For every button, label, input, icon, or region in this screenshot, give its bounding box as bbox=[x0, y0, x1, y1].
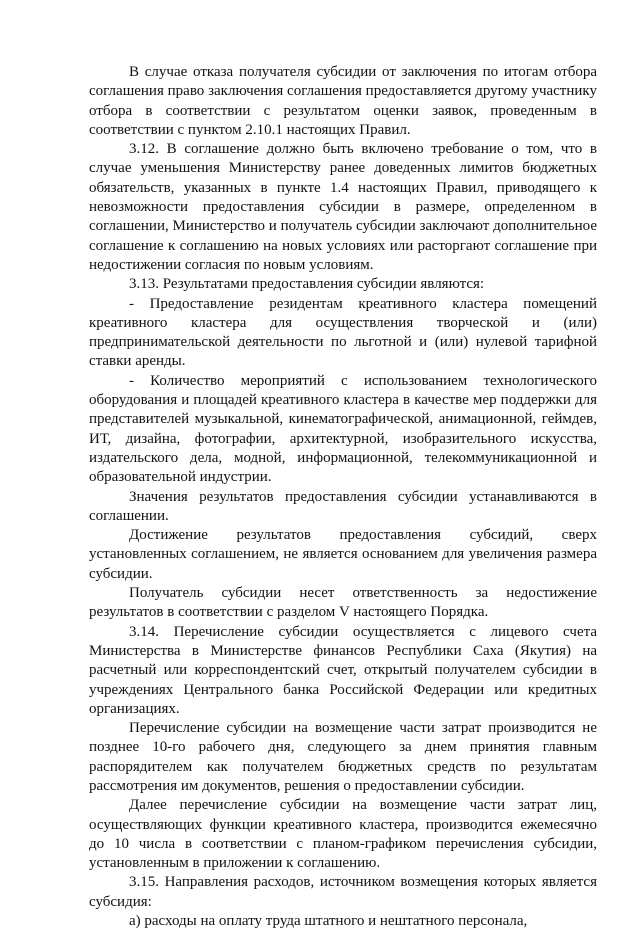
paragraph-transfer-deadline: Перечисление субсидии на возмещение части затрат производится не позднее 10-го рабочего дня, следующего за днем принятия главным распорядителем как получателем бюджетных средств по результатам рассмотрения им документов, решения о предоставлении субсидии. bbox=[89, 720, 597, 794]
document-page bbox=[89, 63, 597, 931]
list-item-events: - Количество мероприятий с использованием технологического оборудования и площадей креативного кластера в качестве мер поддержки для представителей музыкальной, кинематографической, анимационной, геймдев, ИТ, дизайна, фотографии, архитектурной, изобразительного искусства, издательского дела, модной, информационной, телекоммуникационной и образовательной индустрии. bbox=[89, 372, 597, 486]
list-item-a-salaries: а) расходы на оплату труда штатного и нештатного персонала, bbox=[129, 913, 528, 930]
paragraph-3-14: 3.14. Перечисление субсидии осуществляется с лицевого счета Министерства в Министерстве финансов Республики Саха (Якутия) на расчетный или корреспондентский счет, открытый получателем субсидии в учреждениях Центрального банка Российской Федерации или кредитных организациях. bbox=[89, 623, 597, 717]
paragraph-responsibility: Получатель субсидии несет ответственность за недостижение результатов в соответствии с разделом V настоящего Порядка. bbox=[89, 585, 597, 621]
paragraph-refusal-transfer: В случае отказа получателя субсидии от заключения по итогам отбора соглашения право заключения соглашения предоставляется другому участнику отбора в соответствии с результатом оценки заявок, проведенным в соответствии с пунктом 2.10.1 настоящих Правил. bbox=[89, 64, 597, 138]
paragraph-result-values: Значения результатов предоставления субсидии устанавливаются в соглашении. bbox=[89, 488, 597, 524]
paragraph-3-12: 3.12. В соглашение должно быть включено требование о том, что в случае уменьшения Министерству ранее доведенных лимитов бюджетных обязательств, указанных в пункте 1.4 настоящих Правил, приводящего к невозможности предоставления субсидии в размере, определенном в соглашении, Министерство и получатель субсидии заключают дополнительное соглашение к соглашению на новых условиях или расторгают соглашение при недостижении согласия по новым условиям. bbox=[89, 141, 597, 273]
paragraph-3-15: 3.15. Направления расходов, источником возмещения которых является субсидия: bbox=[89, 874, 597, 910]
list-item-premises: - Предоставление резидентам креативного кластера помещений креативного кластера для осуществления творческой и (или) предпринимательской деятельности по льготной и (или) нулевой тарифной ставки аренды. bbox=[89, 295, 597, 370]
paragraph-achievement: Достижение результатов предоставления субсидий, сверх установленных соглашением, не является основанием для увеличения размера субсидии. bbox=[89, 527, 597, 582]
paragraph-3-13: 3.13. Результатами предоставления субсидии являются: bbox=[129, 276, 485, 293]
paragraph-monthly-transfer: Далее перечисление субсидии на возмещение части затрат лиц, осуществляющих функции креативного кластера, производится ежемесячно до 10 числа в соответствии с планом-графиком перечисления субсидии, установленным в приложении к соглашению. bbox=[89, 797, 597, 872]
